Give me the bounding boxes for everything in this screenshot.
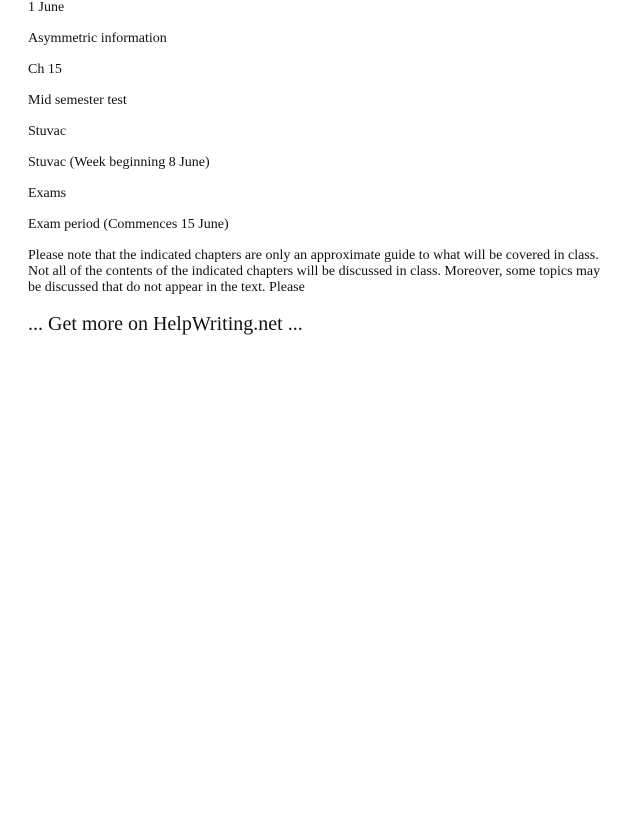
- promo-link[interactable]: ... Get more on HelpWriting.net ...: [28, 313, 303, 335]
- chapter-line: Ch 15: [28, 62, 62, 77]
- exam-period-line: Exam period (Commences 15 June): [28, 217, 229, 232]
- date-line: 1 June: [28, 0, 65, 15]
- exams-line: Exams: [28, 186, 67, 201]
- stuvac-line: Stuvac: [28, 124, 67, 139]
- chapters-note-paragraph: Please note that the indicated chapters are only an approximate guide to what will be covered in class. Not all of the contents of the indicated chapters will be discussed in class. Moreover, some topics may be discussed that do not appear in the text. Please: [28, 248, 601, 295]
- topic-line: Asymmetric information: [28, 31, 167, 46]
- mid-semester-test-line: Mid semester test: [28, 93, 127, 108]
- stuvac-week-line: Stuvac (Week beginning 8 June): [28, 155, 210, 170]
